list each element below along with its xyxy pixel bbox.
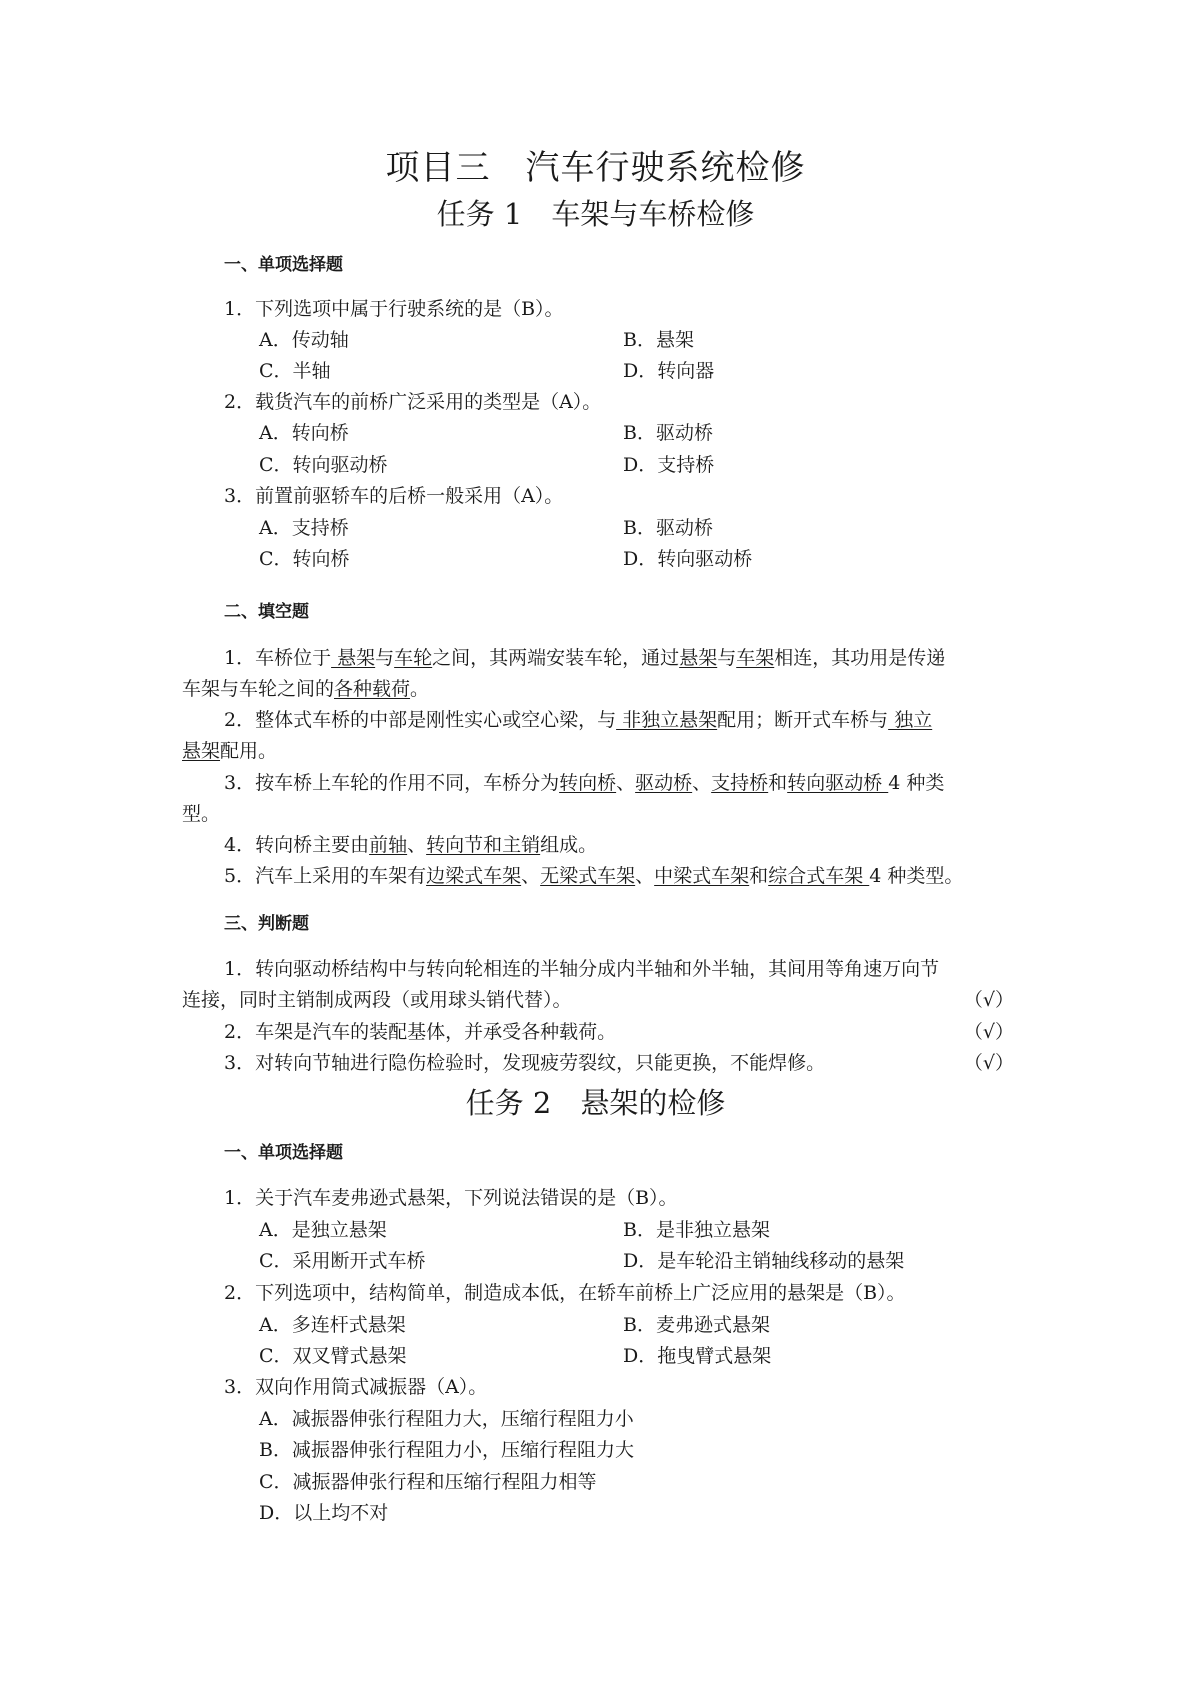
fill-blank-item-5: 5．汽车上采用的车架有边梁式车架、无梁式车架、中梁式车架和综合式车架 4 种类型。: [224, 865, 964, 887]
fill-blank-item-2: 2．整体式车桥的中部是刚性实心或空心梁，与 非独立悬架配用；断开式车桥与 独立: [224, 709, 933, 731]
true-false-item-1-cont: 连接，同时主销制成两段（或用球头销代替）。 （√）: [182, 986, 1014, 1014]
task-2-mc-q3-option-d: D．以上均不对: [259, 1502, 389, 1524]
task-2-mc-q3-option-a: A．减振器伸张行程阻力大，压缩行程阻力小: [259, 1408, 634, 1430]
answer-blank: 独立: [888, 709, 933, 731]
task-1-mc-q3-option-d: D．转向驱动桥: [623, 548, 753, 570]
answer-blank: 中梁式车架: [654, 865, 750, 887]
answer-blank: 转向驱动桥: [787, 772, 889, 794]
answer-blank: 支持桥: [711, 772, 769, 794]
true-false-item-1: 1．转向驱动桥结构中与转向轮相连的半轴分成内半轴和外半轴，其间用等角速万向节: [224, 958, 940, 980]
task-1-mc-q1-option-c: C．半轴: [259, 360, 331, 382]
task-2-mc-q3-option-c: C．减振器伸张行程和压缩行程阻力相等: [259, 1471, 597, 1493]
fill-blank-item-2-cont: 悬架配用。: [182, 740, 278, 762]
task-1-mc-q1-option-a: A．传动轴: [259, 329, 349, 351]
task-1-mc-q2-option-a: A．转向桥: [259, 422, 349, 444]
answer-blank: 悬架: [331, 647, 376, 669]
task-1-mc-q2-option-c: C．转向驱动桥: [259, 454, 388, 476]
fill-blank-item-1: 1．车桥位于 悬架与车轮之间，其两端安装车轮，通过悬架与车架相连，其功用是传递: [224, 647, 946, 669]
answer-blank: 前轴: [369, 834, 408, 856]
task-2-mc-q1-option-a: A．是独立悬架: [259, 1219, 387, 1241]
task-1-heading: 任务 1 车架与车桥检修: [436, 197, 755, 231]
task-1-fill-blank-header: 二、填空题: [224, 602, 309, 622]
task-2-mc-q3-stem: 3．双向作用筒式减振器（A）。: [224, 1376, 488, 1398]
task-2-mc-q1-option-c: C．采用断开式车桥: [259, 1250, 426, 1272]
fill-blank-item-1-cont: 车架与车轮之间的各种载荷。: [182, 678, 430, 700]
answer-blank: 悬架: [182, 740, 221, 762]
answer-blank: 悬架: [679, 647, 718, 669]
answer-mark: （√）: [963, 1021, 1014, 1043]
answer-blank: 各种载荷: [334, 678, 411, 700]
task-1-mc-q3-option-b: B．驱动桥: [623, 517, 713, 539]
task-1-mc-q2-stem: 2．载货汽车的前桥广泛采用的类型是（A）。: [224, 391, 602, 413]
answer-blank: 转向桥: [559, 772, 617, 794]
task-1-mc-q1-stem: 1．下列选项中属于行驶系统的是（B）。: [224, 298, 564, 320]
task-2-heading: 任务 2 悬架的检修: [465, 1086, 726, 1120]
answer-blank: 转向节和主销: [426, 834, 541, 856]
answer-mark: （√）: [963, 989, 1014, 1011]
fill-blank-item-3-cont: 型。: [182, 803, 221, 825]
document-title: 项目三 汽车行驶系统检修: [385, 148, 806, 188]
task-1-mc-q3-option-c: C．转向桥: [259, 548, 350, 570]
answer-mark: （√）: [963, 1052, 1014, 1074]
answer-blank: 驱动桥: [635, 772, 693, 794]
task-2-mc-q2-option-c: C．双叉臂式悬架: [259, 1345, 407, 1367]
task-2-mc-q1-stem: 1．关于汽车麦弗逊式悬架，下列说法错误的是（B）。: [224, 1187, 678, 1209]
task-2-mc-q2-option-b: B．麦弗逊式悬架: [623, 1314, 770, 1336]
task-2-mc-q1-option-b: B．是非独立悬架: [623, 1219, 770, 1241]
answer-blank: 车架: [736, 647, 775, 669]
answer-blank: 无梁式车架: [540, 865, 636, 887]
task-2-mc-q1-option-d: D．是车轮沿主销轴线移动的悬架: [623, 1250, 905, 1272]
true-false-item-3: 3．对转向节轴进行隐伤检验时，发现疲劳裂纹，只能更换，不能焊修。 （√）: [224, 1049, 1014, 1077]
task-2-mc-q2-stem: 2．下列选项中，结构简单，制造成本低，在轿车前桥上广泛应用的悬架是（B）。: [224, 1282, 906, 1304]
task-1-mc-q1-option-b: B．悬架: [623, 329, 694, 351]
fill-blank-item-4: 4．转向桥主要由前轴、转向节和主销组成。: [224, 834, 598, 856]
task-1-mc-q3-stem: 3．前置前驱轿车的后桥一般采用（A）。: [224, 485, 564, 507]
task-1-mc-q3-option-a: A．支持桥: [259, 517, 349, 539]
task-1-single-choice-header: 一、单项选择题: [224, 255, 343, 275]
fill-blank-item-3: 3．按车桥上车轮的作用不同，车桥分为转向桥、驱动桥、支持桥和转向驱动桥 4 种类: [224, 772, 945, 794]
answer-blank: 综合式车架: [768, 865, 870, 887]
task-1-mc-q2-option-d: D．支持桥: [623, 454, 715, 476]
task-1-true-false-header: 三、判断题: [224, 914, 309, 934]
task-2-single-choice-header: 一、单项选择题: [224, 1143, 343, 1163]
task-1-mc-q1-option-d: D．转向器: [623, 360, 715, 382]
answer-blank: 边梁式车架: [426, 865, 522, 887]
true-false-item-2: 2．车架是汽车的装配基体，并承受各种载荷。 （√）: [224, 1018, 1014, 1046]
task-2-mc-q2-option-a: A．多连杆式悬架: [259, 1314, 406, 1336]
task-1-mc-q2-option-b: B．驱动桥: [623, 422, 713, 444]
task-2-mc-q2-option-d: D．拖曳臂式悬架: [623, 1345, 772, 1367]
answer-blank: 车轮: [394, 647, 433, 669]
answer-blank: 非独立悬架: [616, 709, 718, 731]
task-2-mc-q3-option-b: B．减振器伸张行程阻力小，压缩行程阻力大: [259, 1439, 634, 1461]
